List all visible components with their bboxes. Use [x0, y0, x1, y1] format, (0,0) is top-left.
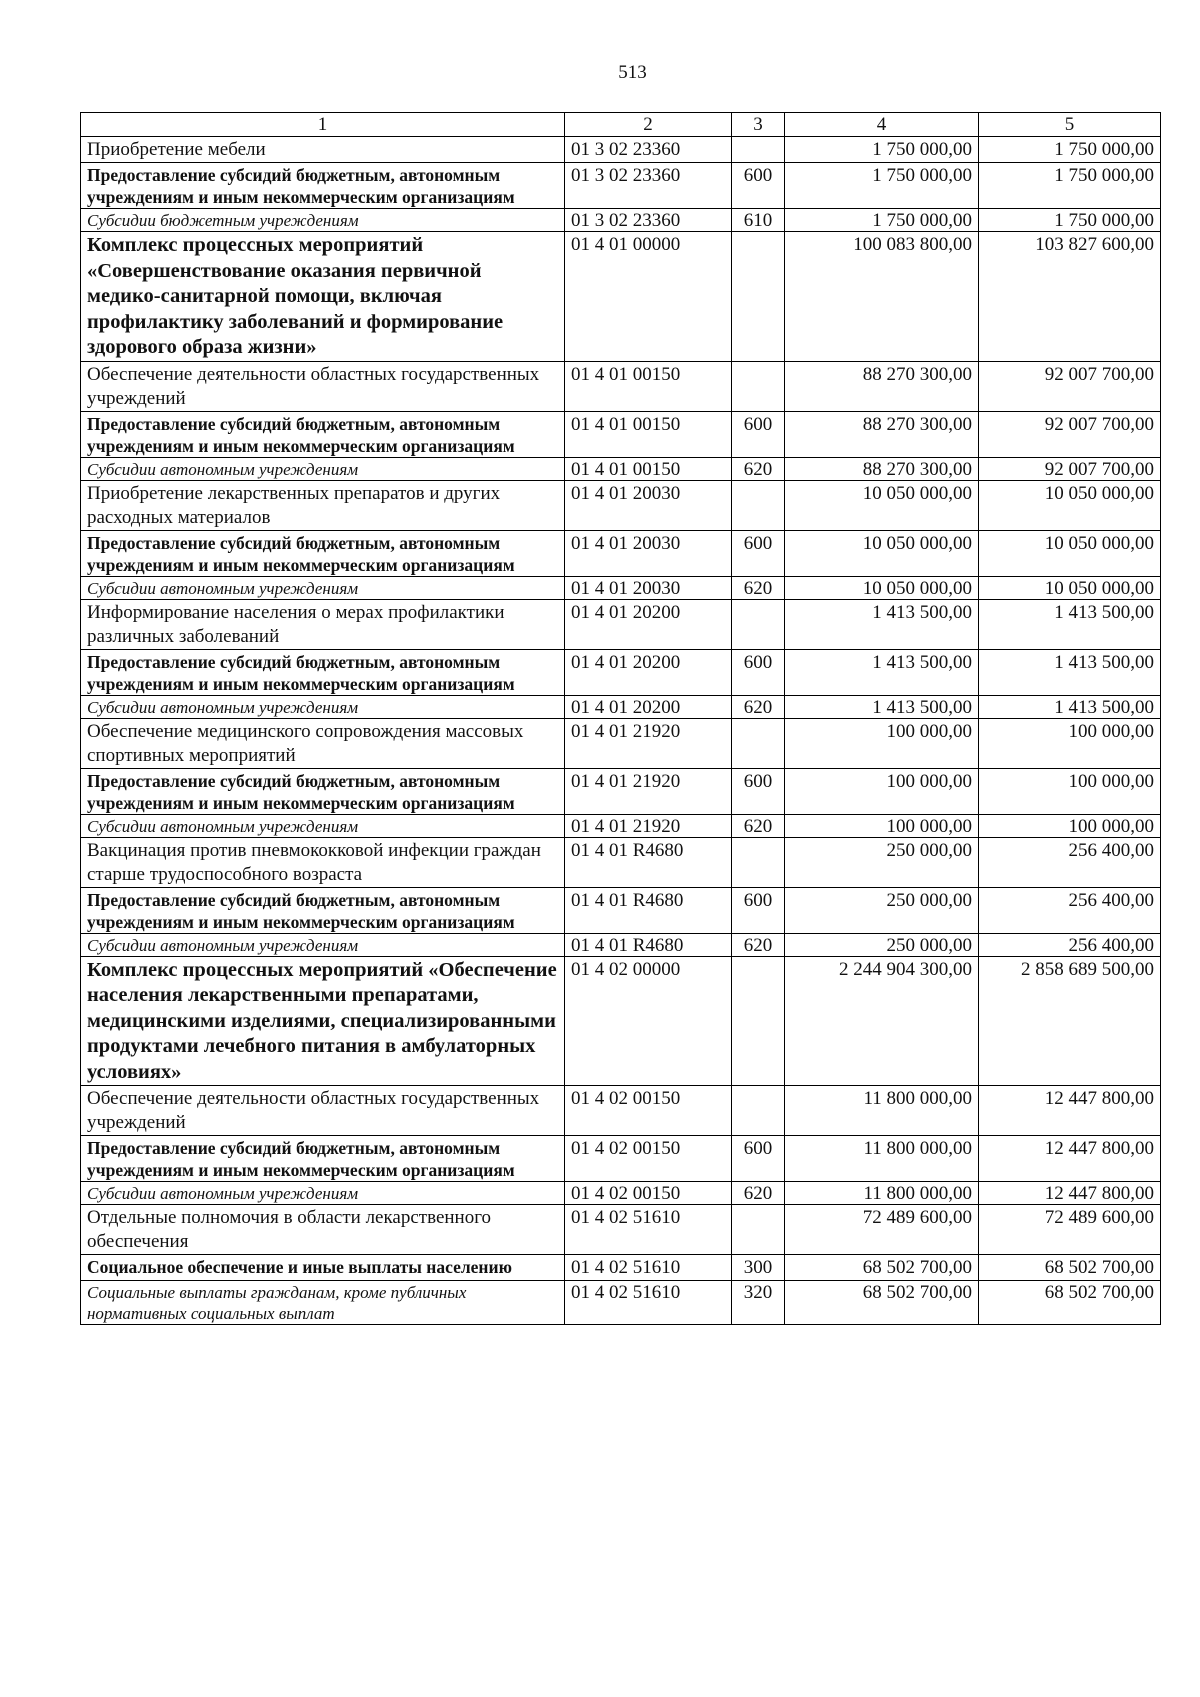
table-row — [81, 933, 1161, 956]
code-cell: 01 4 02 00000 — [565, 956, 732, 1086]
expense-type-cell: 610 — [732, 209, 785, 232]
name-cell: Субсидии бюджетным учреждениям — [81, 209, 565, 232]
page-number: 513 — [618, 62, 647, 83]
amount-year2-cell: 10 050 000,00 — [979, 576, 1161, 599]
amount-year1-cell: 88 270 300,00 — [785, 411, 979, 457]
amount-year1-cell: 72 489 600,00 — [785, 1205, 979, 1255]
amount-year1-cell: 250 000,00 — [785, 887, 979, 933]
expense-type-cell: 600 — [732, 768, 785, 814]
name-cell: Обеспечение медицинского сопровождения массовых спортивных мероприятий — [81, 718, 565, 768]
code-cell: 01 3 02 23360 — [565, 137, 732, 163]
amount-year2-cell: 1 750 000,00 — [979, 137, 1161, 163]
amount-year1-cell: 1 750 000,00 — [785, 137, 979, 163]
header-col-2: 2 — [565, 113, 732, 137]
name-cell: Предоставление субсидий бюджетным, автономным учреждениям и иным некоммерческим организациям — [81, 163, 565, 209]
expense-type-cell: 620 — [732, 1182, 785, 1205]
code-cell: 01 4 01 21920 — [565, 814, 732, 837]
code-cell: 01 3 02 23360 — [565, 163, 732, 209]
amount-year1-cell: 250 000,00 — [785, 933, 979, 956]
expense-type-cell: 620 — [732, 576, 785, 599]
amount-year2-cell: 12 447 800,00 — [979, 1182, 1161, 1205]
code-cell: 01 4 01 00150 — [565, 457, 732, 480]
amount-year2-cell: 92 007 700,00 — [979, 411, 1161, 457]
table-row — [81, 1182, 1161, 1205]
expense-type-cell: 620 — [732, 814, 785, 837]
table-row — [81, 209, 1161, 232]
name-cell: Субсидии автономным учреждениям — [81, 933, 565, 956]
code-cell: 01 4 02 51610 — [565, 1255, 732, 1281]
amount-year2-cell: 103 827 600,00 — [979, 232, 1161, 362]
expense-type-cell — [732, 599, 785, 649]
amount-year2-cell: 72 489 600,00 — [979, 1205, 1161, 1255]
amount-year2-cell: 92 007 700,00 — [979, 361, 1161, 411]
name-cell: Предоставление субсидий бюджетным, автономным учреждениям и иным некоммерческим организациям — [81, 887, 565, 933]
table-row — [81, 137, 1161, 163]
header-col-3: 3 — [732, 113, 785, 137]
table-row — [81, 887, 1161, 933]
name-cell: Информирование населения о мерах профилактики различных заболеваний — [81, 599, 565, 649]
amount-year1-cell: 1 413 500,00 — [785, 695, 979, 718]
expense-type-cell — [732, 480, 785, 530]
amount-year2-cell: 256 400,00 — [979, 837, 1161, 887]
amount-year1-cell: 10 050 000,00 — [785, 530, 979, 576]
name-cell: Социальные выплаты гражданам, кроме публичных нормативных социальных выплат — [81, 1281, 565, 1325]
code-cell: 01 4 01 00000 — [565, 232, 732, 362]
code-cell: 01 4 01 21920 — [565, 718, 732, 768]
amount-year2-cell: 256 400,00 — [979, 933, 1161, 956]
code-cell: 01 4 01 R4680 — [565, 887, 732, 933]
amount-year1-cell: 10 050 000,00 — [785, 576, 979, 599]
expense-type-cell: 600 — [732, 530, 785, 576]
amount-year2-cell: 1 413 500,00 — [979, 599, 1161, 649]
name-cell: Субсидии автономным учреждениям — [81, 576, 565, 599]
table-row — [81, 956, 1161, 1086]
expense-type-cell — [732, 956, 785, 1086]
table-row — [81, 361, 1161, 411]
expense-type-cell: 600 — [732, 411, 785, 457]
table-row — [81, 1136, 1161, 1182]
header-col-5: 5 — [979, 113, 1161, 137]
amount-year1-cell: 11 800 000,00 — [785, 1086, 979, 1136]
name-cell: Предоставление субсидий бюджетным, автономным учреждениям и иным некоммерческим организациям — [81, 649, 565, 695]
table-row — [81, 768, 1161, 814]
amount-year2-cell: 1 413 500,00 — [979, 695, 1161, 718]
amount-year2-cell: 12 447 800,00 — [979, 1086, 1161, 1136]
name-cell: Субсидии автономным учреждениям — [81, 814, 565, 837]
code-cell: 01 4 01 R4680 — [565, 837, 732, 887]
amount-year1-cell: 100 000,00 — [785, 768, 979, 814]
expense-type-cell: 620 — [732, 695, 785, 718]
amount-year2-cell: 1 750 000,00 — [979, 209, 1161, 232]
code-cell: 01 4 02 00150 — [565, 1086, 732, 1136]
expense-type-cell: 620 — [732, 457, 785, 480]
code-cell: 01 4 02 51610 — [565, 1205, 732, 1255]
code-cell: 01 4 02 00150 — [565, 1136, 732, 1182]
code-cell: 01 4 01 21920 — [565, 768, 732, 814]
expense-type-cell: 620 — [732, 933, 785, 956]
table-row — [81, 576, 1161, 599]
amount-year1-cell: 88 270 300,00 — [785, 361, 979, 411]
table-row — [81, 1255, 1161, 1281]
name-cell: Вакцинация против пневмококковой инфекции граждан старше трудоспособного возраста — [81, 837, 565, 887]
code-cell: 01 3 02 23360 — [565, 209, 732, 232]
amount-year2-cell: 256 400,00 — [979, 887, 1161, 933]
table-row — [81, 649, 1161, 695]
table-row — [81, 718, 1161, 768]
amount-year1-cell: 250 000,00 — [785, 837, 979, 887]
amount-year1-cell: 1 750 000,00 — [785, 163, 979, 209]
amount-year1-cell: 1 413 500,00 — [785, 599, 979, 649]
table-row — [81, 837, 1161, 887]
amount-year2-cell: 2 858 689 500,00 — [979, 956, 1161, 1086]
table-row — [81, 1086, 1161, 1136]
amount-year1-cell: 100 000,00 — [785, 814, 979, 837]
name-cell: Комплекс процессных мероприятий «Совершенствование оказания первичной медико-санитарной помощи, включая профилактику заболеваний и формирование здорового образа жизни» — [81, 232, 565, 362]
expense-type-cell — [732, 137, 785, 163]
amount-year1-cell: 10 050 000,00 — [785, 480, 979, 530]
amount-year2-cell: 12 447 800,00 — [979, 1136, 1161, 1182]
name-cell: Отдельные полномочия в области лекарственного обеспечения — [81, 1205, 565, 1255]
name-cell: Предоставление субсидий бюджетным, автономным учреждениям и иным некоммерческим организациям — [81, 768, 565, 814]
expense-type-cell: 600 — [732, 887, 785, 933]
expense-type-cell — [732, 1086, 785, 1136]
table-row — [81, 814, 1161, 837]
name-cell: Субсидии автономным учреждениям — [81, 695, 565, 718]
amount-year1-cell: 11 800 000,00 — [785, 1182, 979, 1205]
name-cell: Субсидии автономным учреждениям — [81, 457, 565, 480]
amount-year2-cell: 68 502 700,00 — [979, 1281, 1161, 1325]
amount-year2-cell: 92 007 700,00 — [979, 457, 1161, 480]
name-cell: Приобретение лекарственных препаратов и других расходных материалов — [81, 480, 565, 530]
code-cell: 01 4 01 20200 — [565, 599, 732, 649]
expense-type-cell — [732, 361, 785, 411]
code-cell: 01 4 02 51610 — [565, 1281, 732, 1325]
code-cell: 01 4 01 00150 — [565, 411, 732, 457]
name-cell: Субсидии автономным учреждениям — [81, 1182, 565, 1205]
name-cell: Приобретение мебели — [81, 137, 565, 163]
code-cell: 01 4 01 00150 — [565, 361, 732, 411]
table-row — [81, 457, 1161, 480]
expense-type-cell: 600 — [732, 163, 785, 209]
expense-type-cell — [732, 718, 785, 768]
header-col-4: 4 — [785, 113, 979, 137]
code-cell: 01 4 01 20200 — [565, 695, 732, 718]
table-row — [81, 695, 1161, 718]
amount-year1-cell: 100 083 800,00 — [785, 232, 979, 362]
amount-year1-cell: 1 413 500,00 — [785, 649, 979, 695]
amount-year1-cell: 100 000,00 — [785, 718, 979, 768]
amount-year2-cell: 100 000,00 — [979, 814, 1161, 837]
code-cell: 01 4 01 20030 — [565, 576, 732, 599]
table-row — [81, 411, 1161, 457]
name-cell: Предоставление субсидий бюджетным, автономным учреждениям и иным некоммерческим организациям — [81, 530, 565, 576]
table-body — [81, 137, 1161, 1325]
table-row — [81, 480, 1161, 530]
amount-year1-cell: 11 800 000,00 — [785, 1136, 979, 1182]
name-cell: Предоставление субсидий бюджетным, автономным учреждениям и иным некоммерческим организациям — [81, 1136, 565, 1182]
table-row — [81, 232, 1161, 362]
code-cell: 01 4 01 20200 — [565, 649, 732, 695]
amount-year1-cell: 68 502 700,00 — [785, 1281, 979, 1325]
expense-type-cell — [732, 1205, 785, 1255]
name-cell: Предоставление субсидий бюджетным, автономным учреждениям и иным некоммерческим организациям — [81, 411, 565, 457]
table-row — [81, 163, 1161, 209]
amount-year1-cell: 2 244 904 300,00 — [785, 956, 979, 1086]
name-cell: Комплекс процессных мероприятий «Обеспечение населения лекарственными препаратами, медицинскими изделиями, специализированными продуктами лечебного питания в амбулаторных условиях» — [81, 956, 565, 1086]
code-cell: 01 4 01 20030 — [565, 480, 732, 530]
expense-type-cell — [732, 232, 785, 362]
budget-table — [80, 112, 1161, 1325]
amount-year1-cell: 1 750 000,00 — [785, 209, 979, 232]
amount-year2-cell: 10 050 000,00 — [979, 480, 1161, 530]
amount-year2-cell: 10 050 000,00 — [979, 530, 1161, 576]
expense-type-cell: 600 — [732, 649, 785, 695]
code-cell: 01 4 02 00150 — [565, 1182, 732, 1205]
code-cell: 01 4 01 R4680 — [565, 933, 732, 956]
amount-year1-cell: 68 502 700,00 — [785, 1255, 979, 1281]
code-cell: 01 4 01 20030 — [565, 530, 732, 576]
amount-year2-cell: 100 000,00 — [979, 768, 1161, 814]
table-row — [81, 1281, 1161, 1325]
header-col-1: 1 — [81, 113, 565, 137]
table-row — [81, 599, 1161, 649]
table-row — [81, 530, 1161, 576]
name-cell: Обеспечение деятельности областных государственных учреждений — [81, 361, 565, 411]
amount-year1-cell: 88 270 300,00 — [785, 457, 979, 480]
expense-type-cell: 300 — [732, 1255, 785, 1281]
table-row — [81, 1205, 1161, 1255]
table-header-row — [81, 113, 1161, 137]
amount-year2-cell: 68 502 700,00 — [979, 1255, 1161, 1281]
amount-year2-cell: 1 750 000,00 — [979, 163, 1161, 209]
name-cell: Социальное обеспечение и иные выплаты населению — [81, 1255, 565, 1281]
amount-year2-cell: 1 413 500,00 — [979, 649, 1161, 695]
expense-type-cell: 320 — [732, 1281, 785, 1325]
expense-type-cell: 600 — [732, 1136, 785, 1182]
amount-year2-cell: 100 000,00 — [979, 718, 1161, 768]
expense-type-cell — [732, 837, 785, 887]
name-cell: Обеспечение деятельности областных государственных учреждений — [81, 1086, 565, 1136]
